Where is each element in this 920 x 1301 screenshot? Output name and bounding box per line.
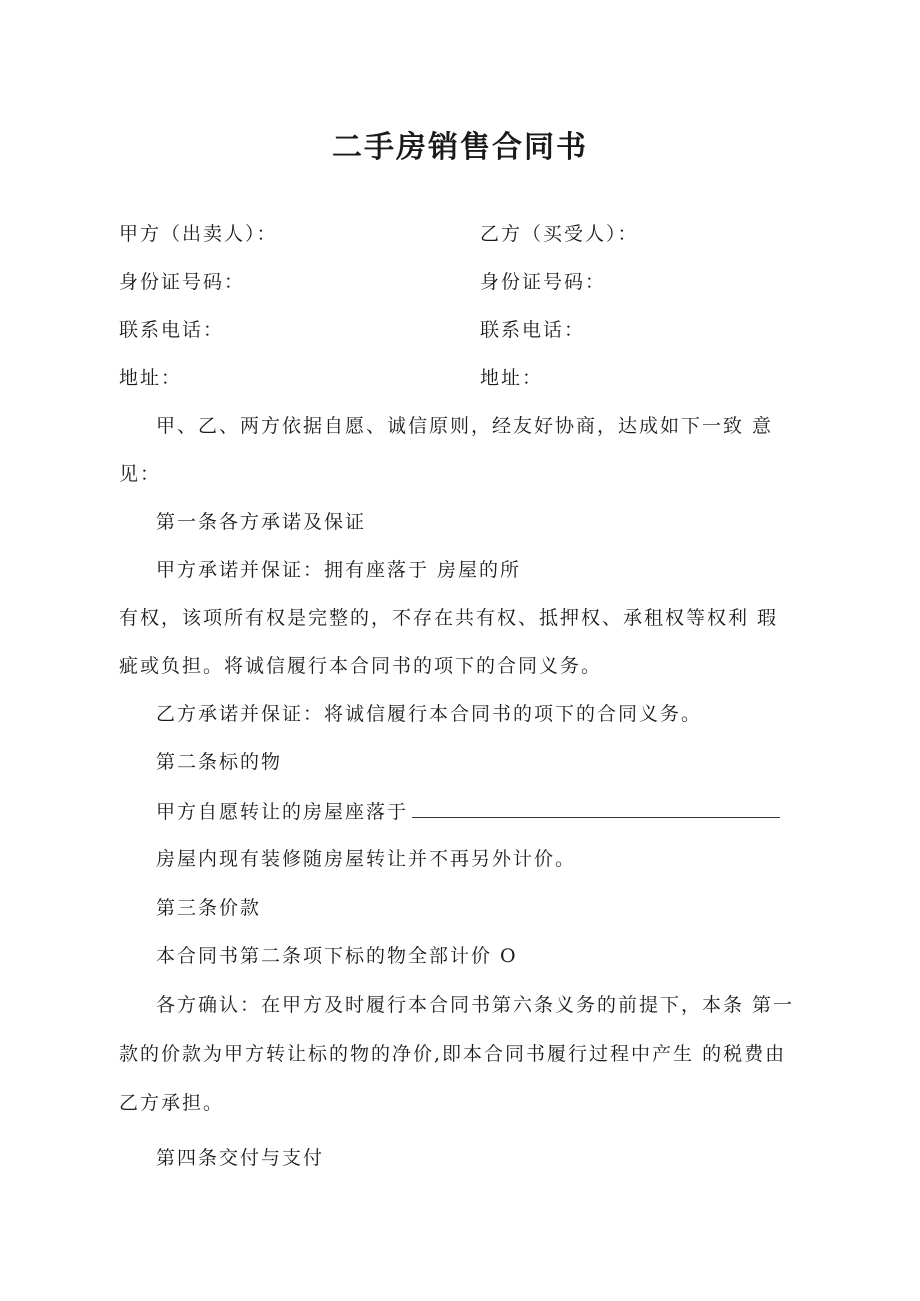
article2-title: 第二条标的物	[156, 751, 283, 773]
party-b-address-label: 地址：	[480, 367, 544, 389]
article3-price-line: 本合同书第二条项下标的物全部计价 O	[156, 945, 518, 967]
article3-confirm-line1: 各方确认：在甲方及时履行本合同书第六条义务的前提下，本条 第一	[156, 994, 795, 1016]
party-a-label: 甲方（出卖人）：	[119, 223, 278, 245]
article4-title: 第四条交付与支付	[156, 1147, 325, 1169]
party-b-phone-label: 联系电话：	[480, 319, 586, 341]
article1-party-a-line3: 疵或负担。将诚信履行本合同书的项下的合同义务。	[119, 655, 603, 677]
intro-paragraph-line2: 见：	[119, 463, 162, 485]
article2-decoration-line: 房屋内现有装修随房屋转让并不再另外计价。	[156, 848, 577, 870]
article3-title: 第三条价款	[156, 897, 262, 919]
party-a-phone-label: 联系电话：	[119, 319, 225, 341]
article1-party-b: 乙方承诺并保证：将诚信履行本合同书的项下的合同义务。	[156, 703, 703, 725]
article1-title: 第一条各方承诺及保证	[156, 511, 367, 533]
article2-location-label: 甲方自愿转让的房屋座落于	[156, 801, 409, 823]
document-title: 二手房销售合同书	[332, 130, 588, 165]
party-a-address-label: 地址：	[119, 367, 183, 389]
article1-party-a-line2: 有权，该项所有权是完整的，不存在共有权、抵押权、承租权等权利 瑕	[119, 607, 779, 629]
party-b-id-label: 身份证号码：	[480, 271, 607, 293]
intro-paragraph-line1: 甲、乙、两方依据自愿、诚信原则，经友好协商，达成如下一致 意	[156, 415, 774, 437]
article3-confirm-line3: 乙方承担。	[119, 1092, 225, 1114]
party-b-label: 乙方（买受人）：	[480, 223, 639, 245]
location-blank-line	[412, 797, 780, 818]
article2-location-line	[156, 797, 780, 826]
article1-party-a-line1: 甲方承诺并保证：拥有座落于 房屋的所	[156, 559, 522, 581]
article3-confirm-line2: 款的价款为甲方转让标的物的净价,即本合同书履行过程中产生 的税费由	[119, 1043, 787, 1065]
party-a-id-label: 身份证号码：	[119, 271, 246, 293]
